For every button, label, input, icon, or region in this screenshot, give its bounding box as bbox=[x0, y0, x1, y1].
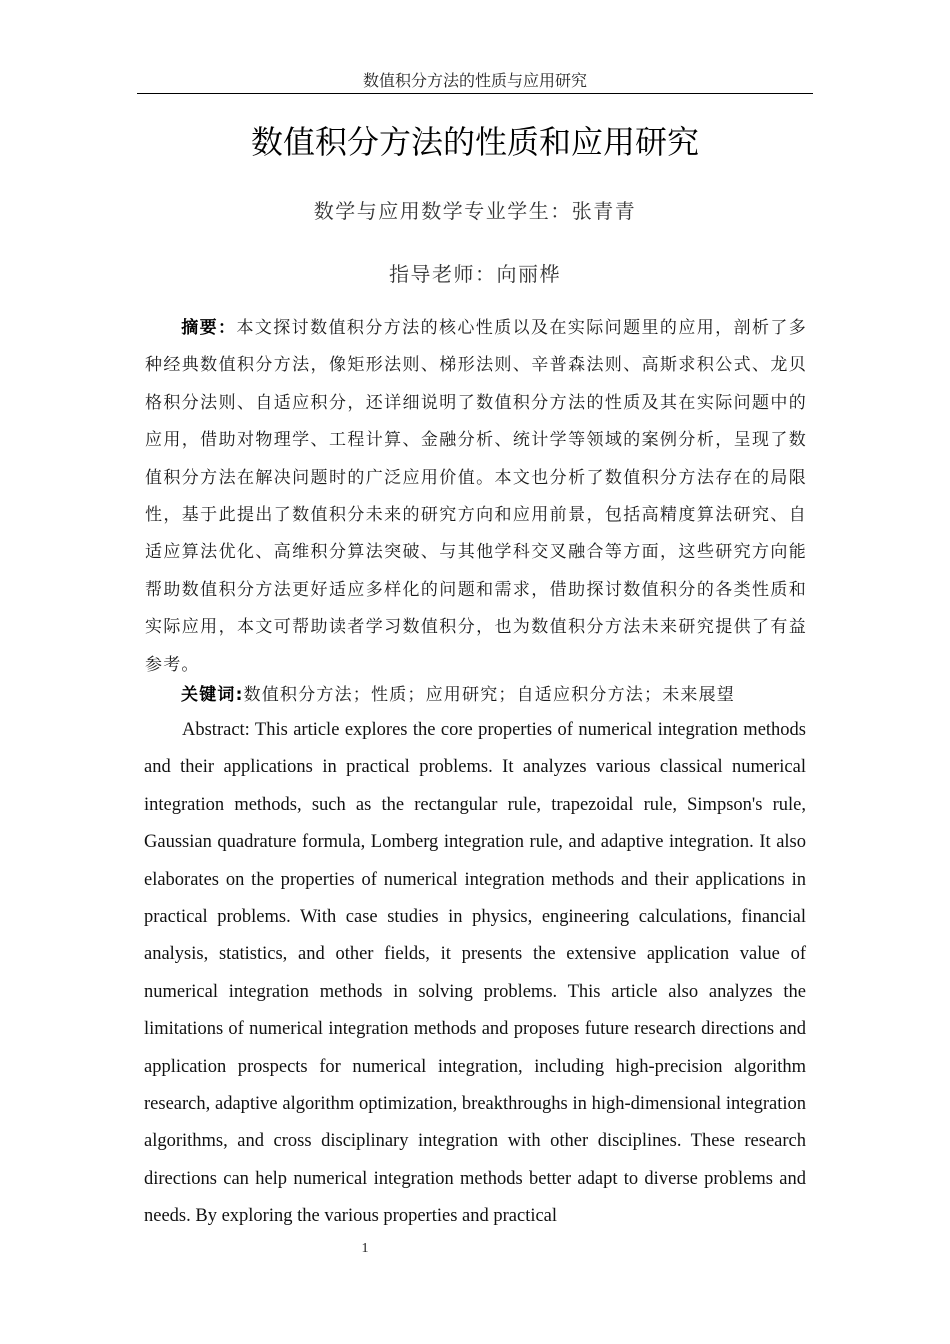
page-number: 1 bbox=[361, 1241, 369, 1256]
page-title: 数值积分方法的性质和应用研究 bbox=[250, 123, 699, 161]
author-line: 数学与应用数学专业学生：张青青 bbox=[313, 199, 637, 223]
abstract-english bbox=[144, 712, 806, 1236]
keywords-text: 数值积分方法；性质；应用研究；自适应积分方法；未来展望 bbox=[243, 685, 736, 705]
keywords-chinese bbox=[145, 677, 807, 714]
running-header: 数值积分方法的性质与应用研究 bbox=[362, 71, 587, 90]
abstract-label: 摘要： bbox=[181, 318, 237, 338]
keywords-label: 关键词: bbox=[181, 685, 244, 705]
abstract-english-text: Abstract: This article explores the core properties of numerical integration methods and their applications in practical problems. It analyzes various classical numerical integration methods, such as the rectangular rule, trapezoidal rule, Simpson's rule, Gaussian quadrature formula, Lomberg integration rule, and adaptive integration. It also elaborates on the properties of numerical integration methods and their applications in practical problems. With case studies in physics, engineering calculations, financial analysis, statistics, and other fields, it presents the extensive application value of numerical integration methods in solving problems. This article also analyzes the limitations of numerical integration methods and proposes future research directions and application prospects for numerical integration, including high-precision algorithm research, adaptive algorithm optimization, breakthroughs in high-dimensional integration algorithms, and cross disciplinary integration with other disciplines. These research directions can help numerical integration methods better adapt to diverse problems and needs. By exploring the various properties and practical bbox=[144, 720, 806, 1227]
advisor-line: 指导老师：向丽桦 bbox=[389, 262, 561, 286]
abstract-chinese-text: 本文探讨数值积分方法的核心性质以及在实际问题里的应用，剖析了多种经典数值积分方法，像矩形法则、梯形法则、辛普森法则、高斯求积公式、龙贝格积分法则、自适应积分，还详细说明了数值积分方法的性质及其在实际问题中的应用，借助对物理学、工程计算、金融分析、统计学等领域的案例分析，呈现了数值积分方法在解决问题时的广泛应用价值。本文也分析了数值积分方法存在的局限性，基于此提出了数值积分未来的研究方向和应用前景，包括高精度算法研究、自适应算法优化、高维积分算法突破、与其他学科交叉融合等方面，这些研究方向能帮助数值积分方法更好适应多样化的问题和需求，借助探讨数值积分的各类性质和实际应用，本文可帮助读者学习数值积分，也为数值积分方法未来研究提供了有益参考。 bbox=[145, 318, 807, 675]
abstract-chinese bbox=[145, 310, 807, 684]
header-rule bbox=[137, 93, 813, 94]
